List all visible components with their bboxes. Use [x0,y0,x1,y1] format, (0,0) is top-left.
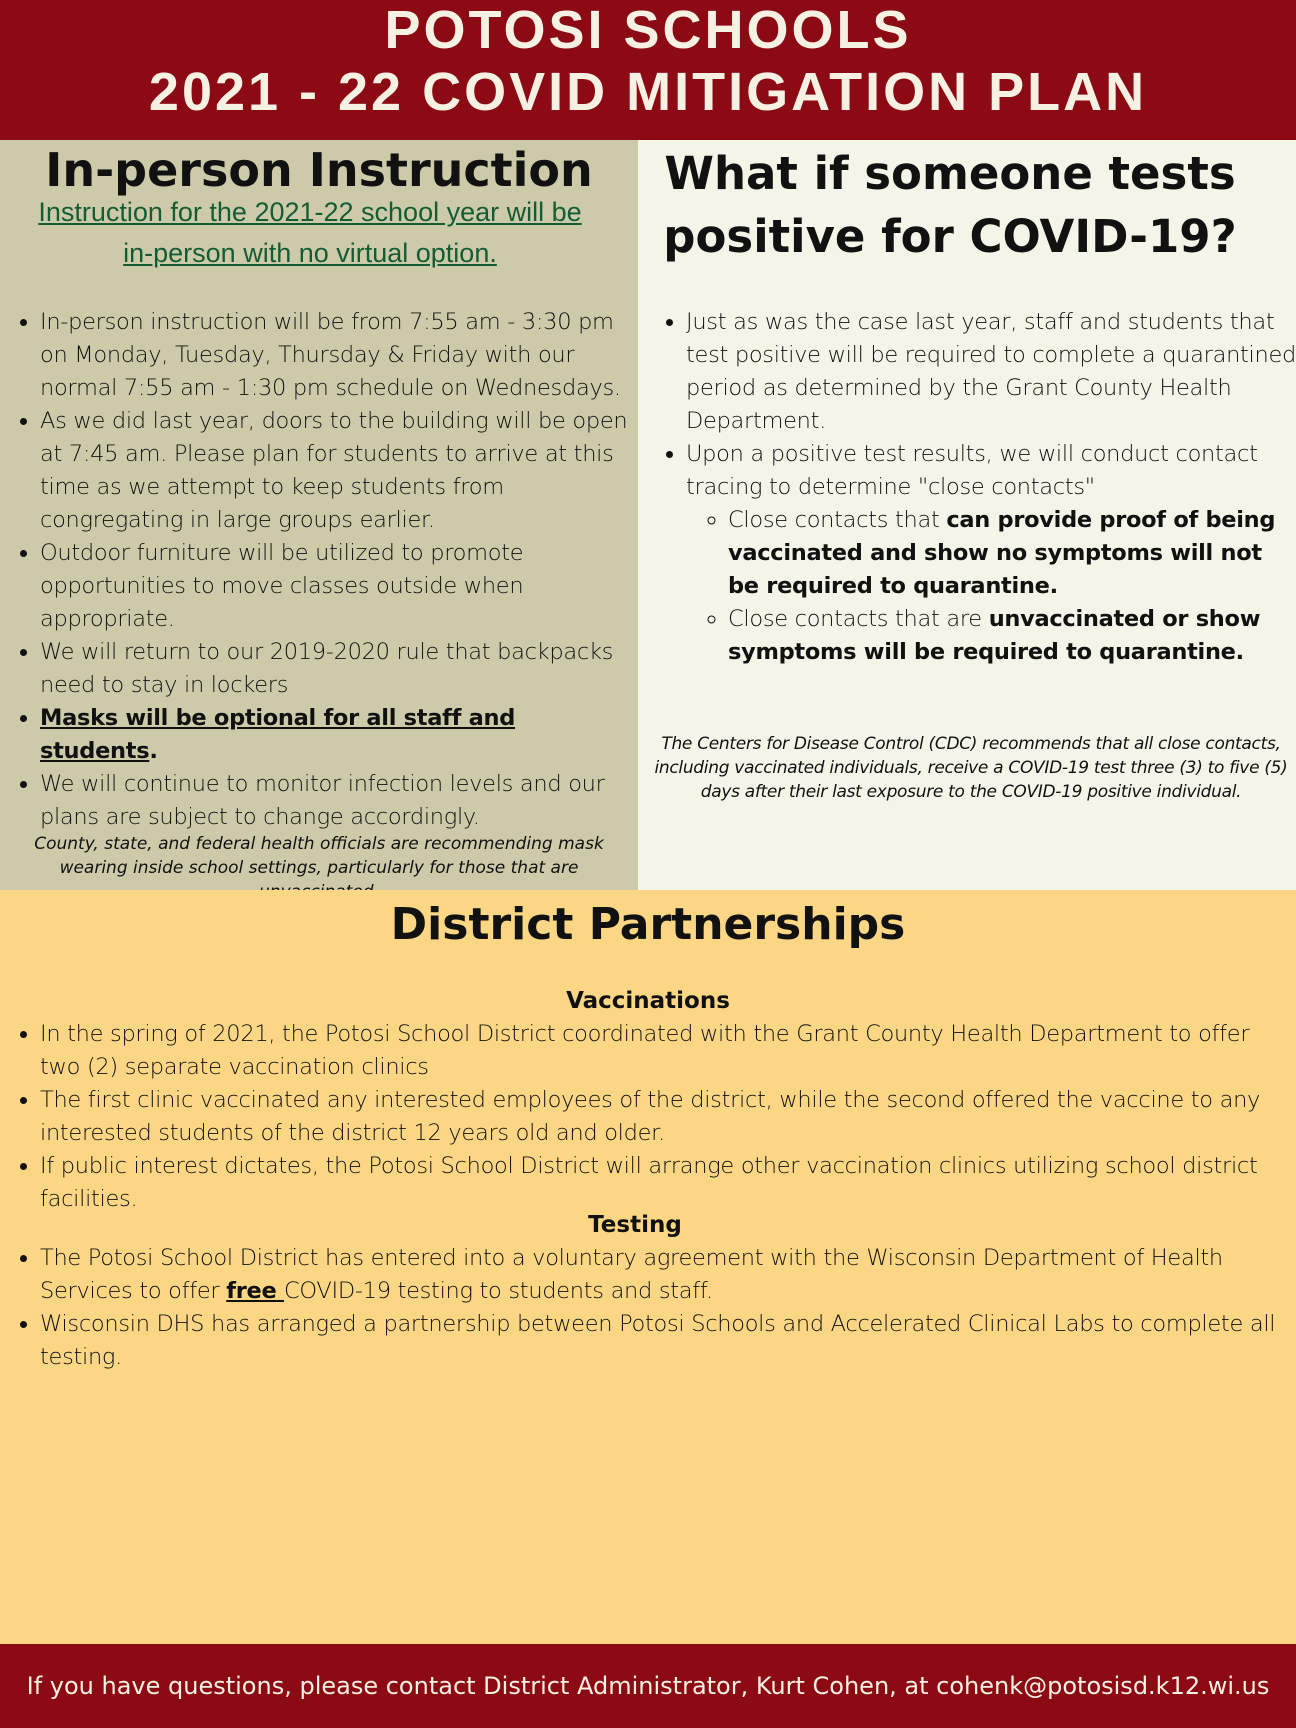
vaccinations-heading: Vaccinations [566,988,730,1014]
header-plan-title: 2021 - 22 COVID MITIGATION PLAN [148,62,1148,122]
list-item: • Outdoor furniture will be utilized to promote opportunities to move classes outside when appropriate. [40,537,636,636]
cdc-recommendation-note: The Centers for Disease Control (CDC) recommends that all close contacts, including vaccinated individuals, receive a COVID-19 test three (3) to five (5) days after their last exposure to the COVID-19 positive individual. [654,734,1288,802]
list-item: • We will return to our 2019-2020 rule that backpacks need to stay in lockers [40,636,636,702]
in-person-instruction-panel [0,140,638,890]
list-item [686,438,1296,669]
testing-heading: Testing [588,1212,682,1238]
list-item: • As we did last year, doors to the building will be open at 7:45 am. Please plan for students to arrive at this time as we attempt to keep students from congregating in large groups earlier. [40,405,636,537]
list-item: • In-person instruction will be from 7:55 am - 3:30 pm on Monday, Tuesday, Thursday & Friday with our normal 7:55 am - 1:30 pm schedule on Wednesdays. [40,306,636,405]
testing-text-before: The Potosi School District has entered into a voluntary agreement with the Wisconsin Department of Health Services to offer [40,1245,1223,1304]
list-item [40,702,636,768]
list-item [40,1242,1290,1308]
in-person-bullet-list [0,306,636,834]
sub-item-bold: unvaccinated or show symptoms will be required to quarantine. [728,606,1261,665]
district-partnerships-section [0,890,1296,1644]
list-item: • In the spring of 2021, the Potosi School District coordinated with the Grant County Health Department to offer two (2) separate vaccination clinics [40,1018,1290,1084]
sub-item-plain: Close contacts that [728,507,947,533]
positive-test-title: What if someone tests positive for COVID-19? [663,147,1237,263]
list-item: • We will continue to monitor infection levels and our plans are subject to change accordingly. [40,768,636,834]
testing-bullet-list [0,1242,1290,1374]
contact-footer [0,1644,1296,1728]
sub-item-plain: Close contacts that are [728,606,989,632]
mask-recommendation-note: County, state, and federal health officials are recommending mask wearing inside school settings, particularly for those that are [34,834,604,878]
in-person-title: In-person Instruction [45,143,593,197]
in-person-subtitle: Instruction for the 2021-22 school year will be in-person with no virtual option. [38,197,582,268]
contact-tracing-text: Upon a positive test results, we will conduct contact tracing to determine "close contacts" [686,441,1258,500]
page-header [0,0,1296,140]
testing-text-after: COVID-19 testing to students and staff. [283,1278,713,1304]
vaccinations-bullet-list [0,1018,1290,1216]
list-item [728,504,1296,603]
list-item: • The first clinic vaccinated any interested employees of the district, while the second offered the vaccine to any interested students of the district 12 years old and older. [40,1084,1290,1150]
list-item: • Just as was the case last year, staff and students that test positive will be required to complete a quarantined period as determined by the Grant County Health Department. [686,306,1296,438]
masks-period: . [149,738,158,764]
masks-optional-text: Masks will be optional for all staff and students [40,705,516,764]
partnerships-title: District Partnerships [390,899,906,950]
header-school-name: POTOSI SCHOOLS [384,0,912,60]
list-item: • Wisconsin DHS has arranged a partnership between Potosi Schools and Accelerated Clinical Labs to complete all testing. [40,1308,1290,1374]
list-item: • If public interest dictates, the Potosi School District will arrange other vaccination clinics utilizing school district facilities. [40,1150,1290,1216]
positive-test-panel [638,140,1296,890]
list-item [728,603,1296,669]
free-text: free [226,1278,284,1304]
positive-test-bullet-list [648,306,1296,669]
contact-text: If you have questions, please contact District Administrator, Kurt Cohen, at cohenk@potosisd.k12.wi.us [26,1672,1270,1700]
sub-item-bold: can provide proof of being vaccinated and show no symptoms will not be required to quarantine. [728,507,1276,599]
